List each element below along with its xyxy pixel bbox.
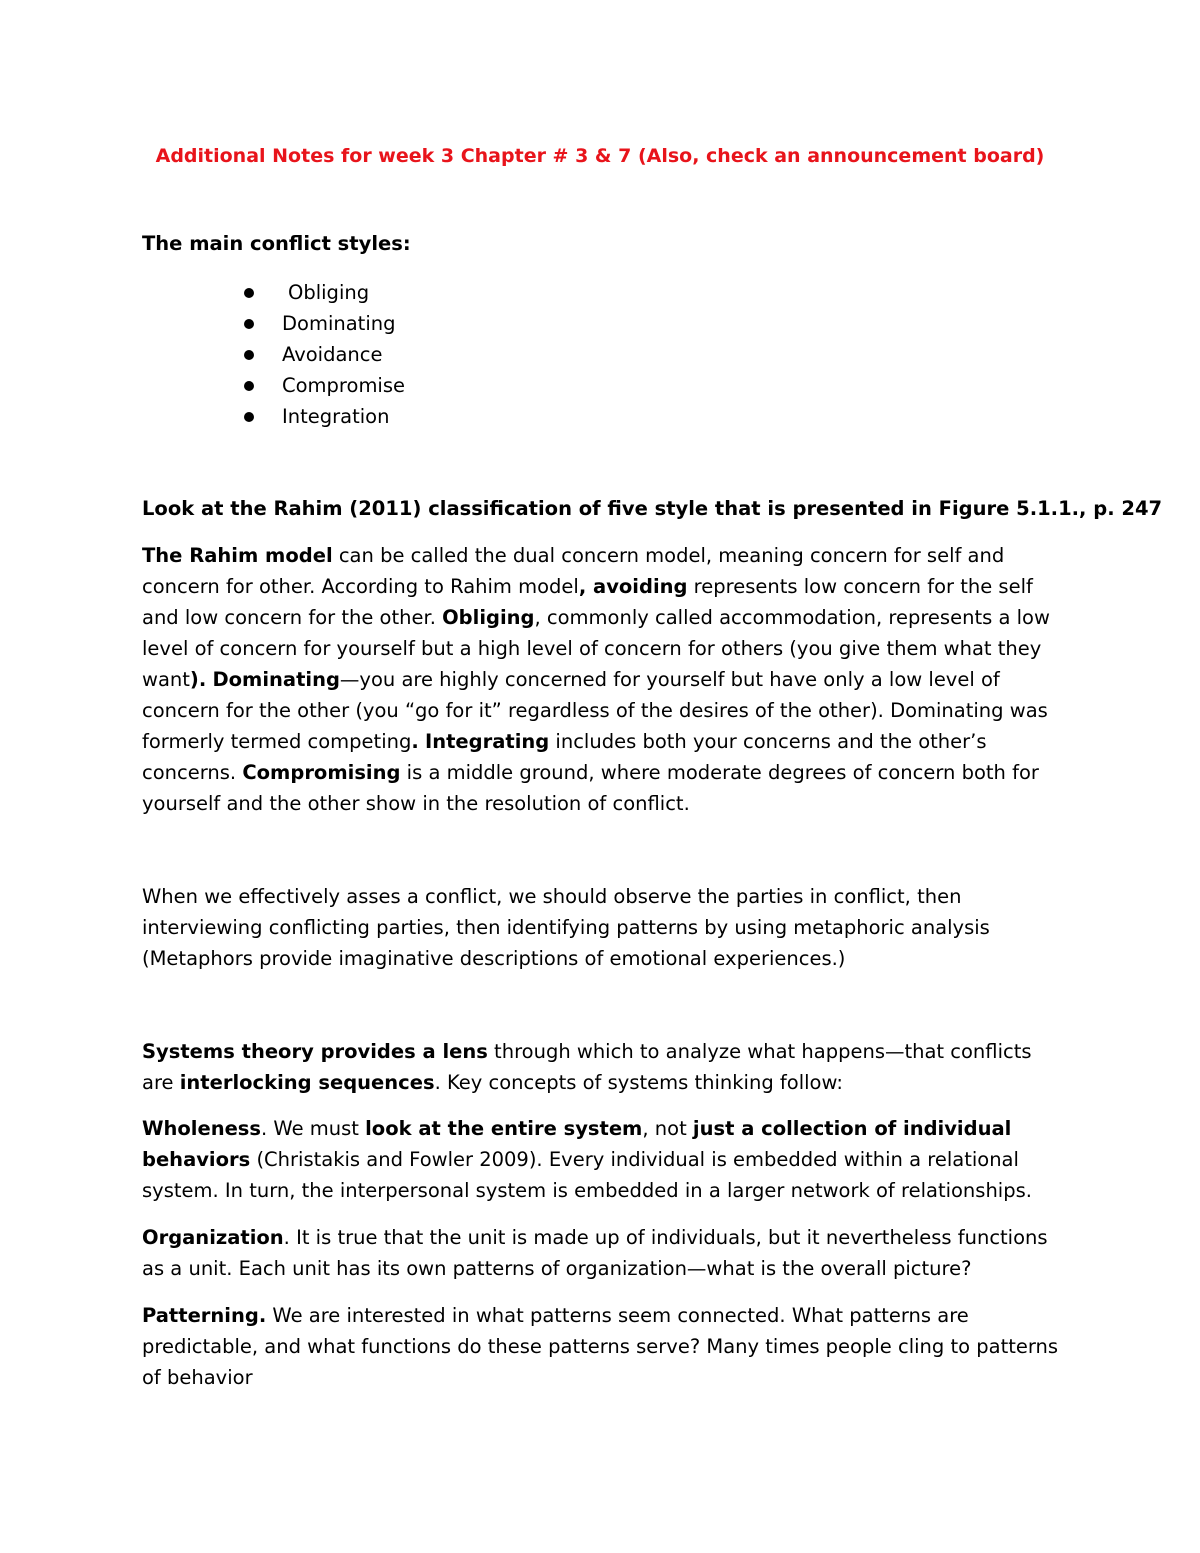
bullet-icon <box>244 319 254 329</box>
list-item-label: Dominating <box>282 312 396 335</box>
rahim-heading: Look at the Rahim (2011) classification of five style that is presented in Figure 5.1.1., p. 247 <box>142 497 1163 520</box>
bullet-icon <box>244 412 254 422</box>
term-obliging: Obliging <box>442 606 535 629</box>
assess-paragraph: When we effectively asses a conflict, we should observe the parties in conflict, then interviewing conflicting parties, then identifying patterns by using metaphoric analysis (Metaphors provide imaginative descriptions of emotional experiences.) <box>142 885 990 970</box>
bullet-icon <box>244 381 254 391</box>
term-wholeness: Wholeness <box>142 1117 262 1140</box>
list-item-label: Integration <box>282 405 390 428</box>
term-interlocking-sequences: interlocking sequences <box>179 1071 435 1094</box>
term-avoiding: , avoiding <box>578 575 688 598</box>
term-patterning: Patterning. <box>142 1304 267 1327</box>
organization-paragraph: Organization. It is true that the unit is made up of individuals, but it nevertheless functions as a unit. Each unit has its own patterns of organization—what is the overall picture? <box>142 1226 1048 1280</box>
patterning-paragraph: Patterning. We are interested in what patterns seem connected. What patterns are predictable, and what functions do these patterns serve? Many times people cling to patterns of behavior <box>142 1304 1059 1389</box>
bullet-icon <box>244 350 254 360</box>
list-item-label: Compromise <box>282 374 406 397</box>
term-organization: Organization <box>142 1226 284 1249</box>
term-rahim-model: The Rahim model <box>142 544 333 567</box>
list-item-label: Avoidance <box>282 343 383 366</box>
document-title: Additional Notes for week 3 Chapter # 3 & 7 (Also, check an announcement board) <box>155 145 1045 167</box>
term-systems-theory: Systems theory provides a lens <box>142 1040 488 1063</box>
conflict-styles-heading: The main conflict styles: <box>142 232 411 255</box>
term-integrating: Integrating <box>424 730 550 753</box>
term-dominating: Dominating <box>212 668 340 691</box>
rahim-paragraph: The Rahim model can be called the dual concern model, meaning concern for self and concern for other. According to Rahim model, avoiding represents low concern for the self and low concern for the other. Obliging, commonly called accommodation, represents a low level of concern for yourself but a high level of concern for others (you give them what they want). Dominating—you are highly concerned for yourself but have only a low level of concern for the other (you “go for it” regardless of the desires of the other). Dominating was formerly termed competing. Integrating includes both your concerns and the other’s concerns. Compromising is a middle ground, where moderate degrees of concern both for yourself and the other show in the resolution of conflict. <box>142 544 1050 815</box>
list-item-label: Obliging <box>288 281 370 304</box>
systems-paragraph: Systems theory provides a lens through which to analyze what happens—that conflicts are interlocking sequences. Key concepts of systems thinking follow: <box>142 1040 1032 1094</box>
wholeness-paragraph: Wholeness. We must look at the entire system, not just a collection of individual behaviors (Christakis and Fowler 2009). Every individual is embedded within a relational system. In turn, the interpersonal system is embedded in a larger network of relationships. <box>142 1117 1032 1202</box>
term-compromising: Compromising <box>242 761 401 784</box>
bullet-icon <box>244 288 254 298</box>
